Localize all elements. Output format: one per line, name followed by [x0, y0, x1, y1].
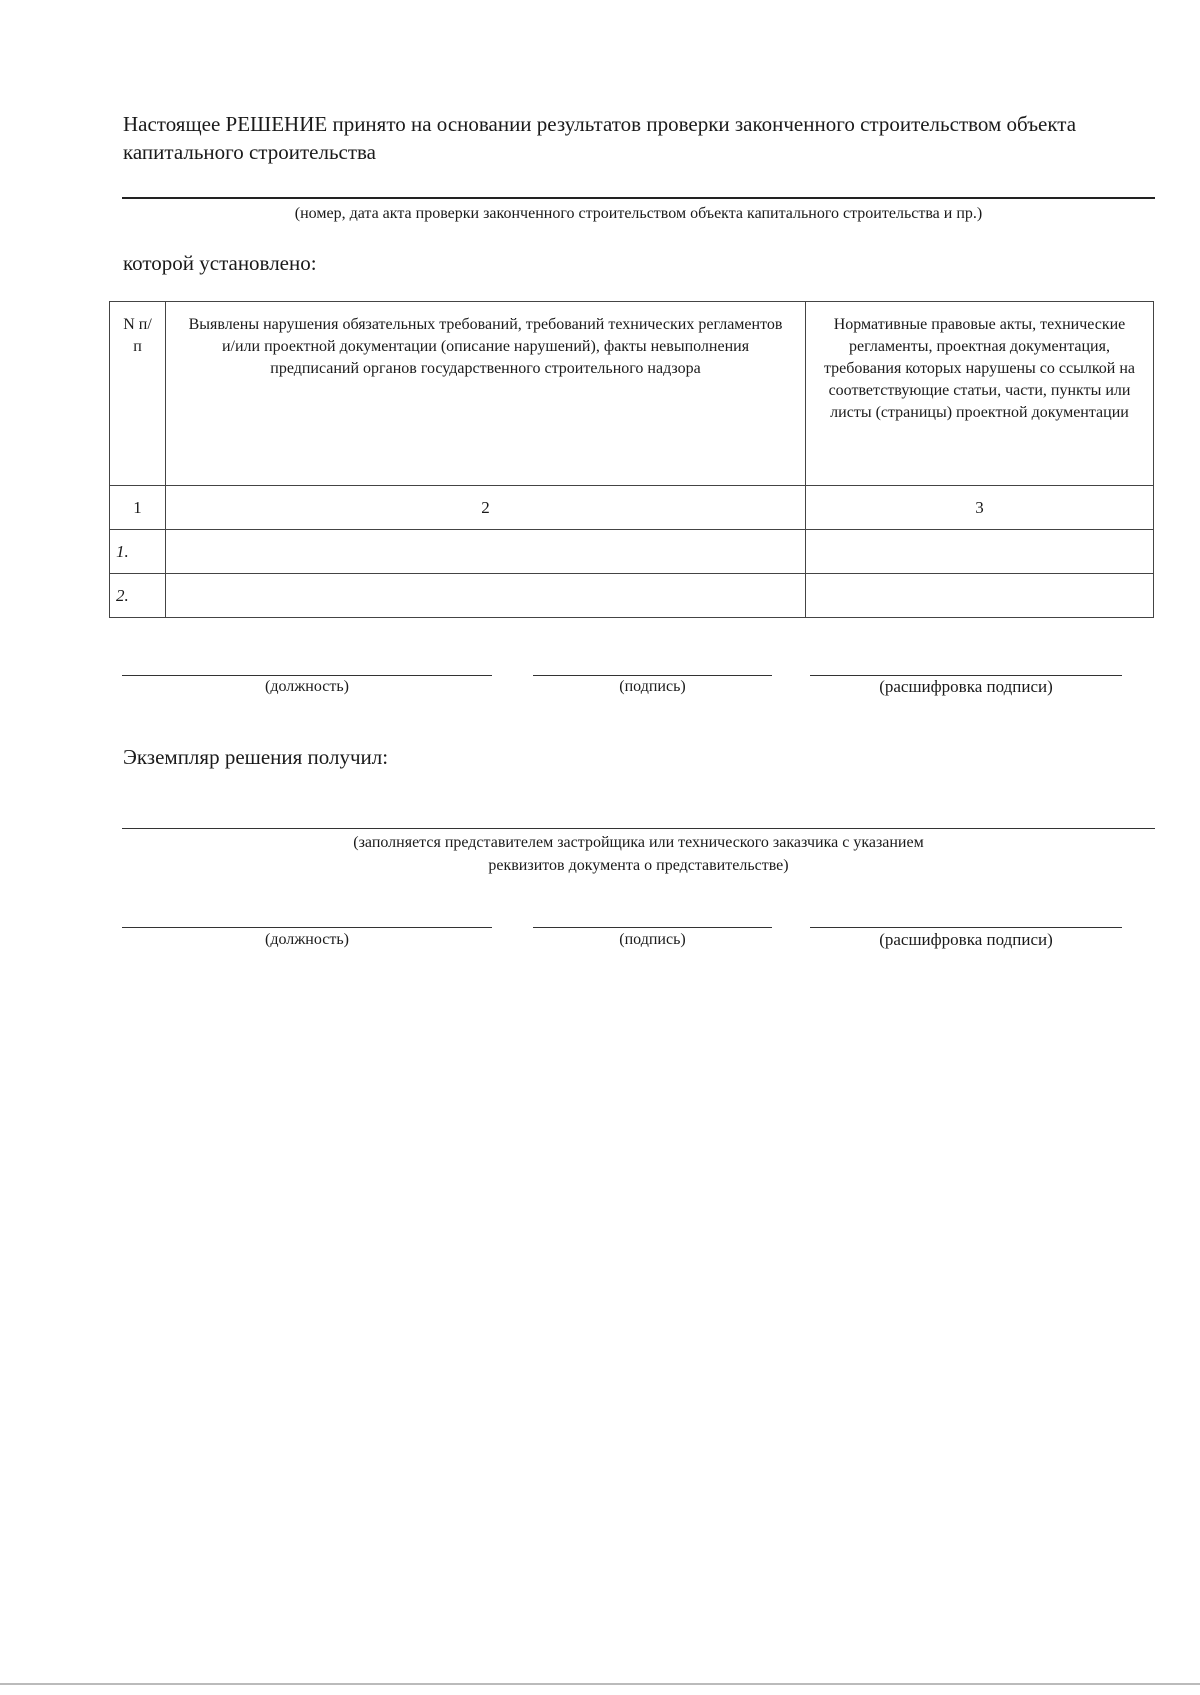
table-header-row [110, 302, 1154, 486]
signature-line-2[interactable] [533, 927, 772, 928]
intro-paragraph: Настоящее РЕШЕНИЕ принято на основании результатов проверки законченного строительством объекта капитального строительства [123, 112, 1077, 164]
row-number: 1. [110, 530, 166, 574]
page-bottom-edge [0, 1683, 1200, 1685]
table-row [110, 574, 1154, 618]
row-reference-cell[interactable] [806, 574, 1154, 618]
position-line-2[interactable] [122, 927, 492, 928]
row-reference-cell[interactable] [806, 530, 1154, 574]
table-row [110, 530, 1154, 574]
violations-table [109, 301, 1154, 618]
act-caption: (номер, дата акта проверки законченного строительством объекта капитального строительства и пр.) [294, 205, 983, 222]
column-numbers-row [110, 486, 1154, 530]
decoding-line-2[interactable] [810, 927, 1122, 928]
representative-caption-line1: (заполняется представителем застройщика или технического заказчика с указанием [353, 834, 924, 851]
row-number: 2. [110, 574, 166, 618]
decoding-caption-2: (расшифровка подписи) [879, 930, 1053, 949]
established-label: которой установлено: [123, 251, 317, 275]
column-number-1: 1 [110, 486, 166, 530]
position-caption-1: (должность) [265, 678, 349, 695]
received-label: Экземпляр решения получил: [123, 745, 389, 769]
position-caption-2: (должность) [265, 931, 349, 948]
representative-caption-line2: реквизитов документа о представительстве) [488, 857, 789, 874]
column-number-2: 2 [166, 486, 806, 530]
representative-line[interactable] [122, 828, 1155, 829]
row-violation-cell[interactable] [166, 530, 806, 574]
signature-caption-2: (подпись) [619, 931, 686, 948]
signature-caption-1: (подпись) [619, 678, 686, 695]
decoding-caption-1: (расшифровка подписи) [879, 677, 1053, 696]
header-violations: Выявлены нарушения обязательных требований, требований технических регламентов и/или проектной документации (описание нарушений), факты невыполнения предписаний органов государственного строительного надзора [166, 302, 806, 486]
act-number-line [122, 197, 1155, 199]
header-regulations: Нормативные правовые акты, технические регламенты, проектная документация, требования которых нарушены со ссылкой на соответствующие статьи, части, пункты или листы (страницы) проектной документации [806, 302, 1154, 486]
header-number-text: N п/п [123, 316, 152, 355]
header-number [110, 302, 166, 486]
column-number-3: 3 [806, 486, 1154, 530]
row-violation-cell[interactable] [166, 574, 806, 618]
